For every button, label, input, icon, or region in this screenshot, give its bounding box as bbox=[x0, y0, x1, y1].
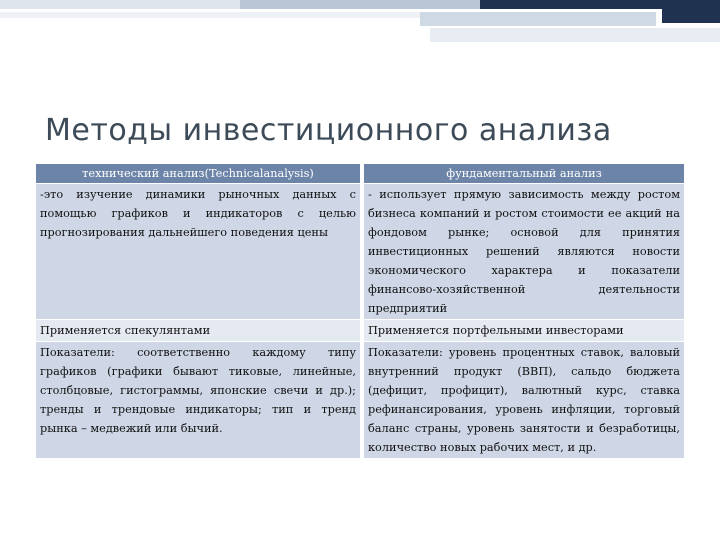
comparison-table bbox=[36, 164, 684, 459]
page-title: Методы инвестиционного анализа bbox=[45, 113, 612, 148]
cell-fundamental-definition: - использует прямую зависимость между ростом бизнеса компаний и ростом стоимости ее акций на фондовом рынке; основой для принятия инвестиционных решений являются новости экономического характера и показатели финансово-хозяйственной деятельности предприятий bbox=[362, 184, 684, 320]
decor-stripe bbox=[480, 0, 720, 9]
table-row bbox=[36, 342, 684, 459]
cell-fundamental-indicators: Показатели: уровень процентных ставок, валовый внутренний продукт (ВВП), сальдо бюджета (дефицит, профицит), валютный курс, ставка рефинансирования, уровень инфляции, торговый баланс страны, уровень занятости и безработицы, количество новых рабочих мест, и др. bbox=[362, 342, 684, 459]
cell-fundamental-users: Применяется портфельными инвесторами bbox=[362, 320, 684, 342]
decor-stripe bbox=[662, 9, 720, 23]
header-fundamental-analysis: фундаментальный анализ bbox=[362, 164, 684, 184]
cell-technical-definition: -это изучение динамики рыночных данных с помощью графиков и индикаторов с целью прогнозирования дальнейшего поведения цены bbox=[36, 184, 362, 320]
decor-stripe bbox=[420, 12, 656, 26]
decor-stripe bbox=[430, 28, 720, 42]
table-row bbox=[36, 184, 684, 320]
decor-stripe bbox=[0, 0, 240, 9]
decorative-top-bar bbox=[0, 0, 720, 52]
decor-stripe bbox=[240, 0, 480, 9]
decor-stripe bbox=[0, 12, 420, 18]
table-row bbox=[36, 320, 684, 342]
table-header-row bbox=[36, 164, 684, 184]
cell-technical-users: Применяется спекулянтами bbox=[36, 320, 362, 342]
header-technical-analysis: технический анализ(Technicalanalysis) bbox=[36, 164, 362, 184]
cell-technical-indicators: Показатели: соответственно каждому типу графиков (графики бывают тиковые, линейные, столбцовые, гистограммы, японские свечи и др.); тренды и трендовые индикаторы; тип и тренд рынка – медвежий или бычий. bbox=[36, 342, 362, 459]
